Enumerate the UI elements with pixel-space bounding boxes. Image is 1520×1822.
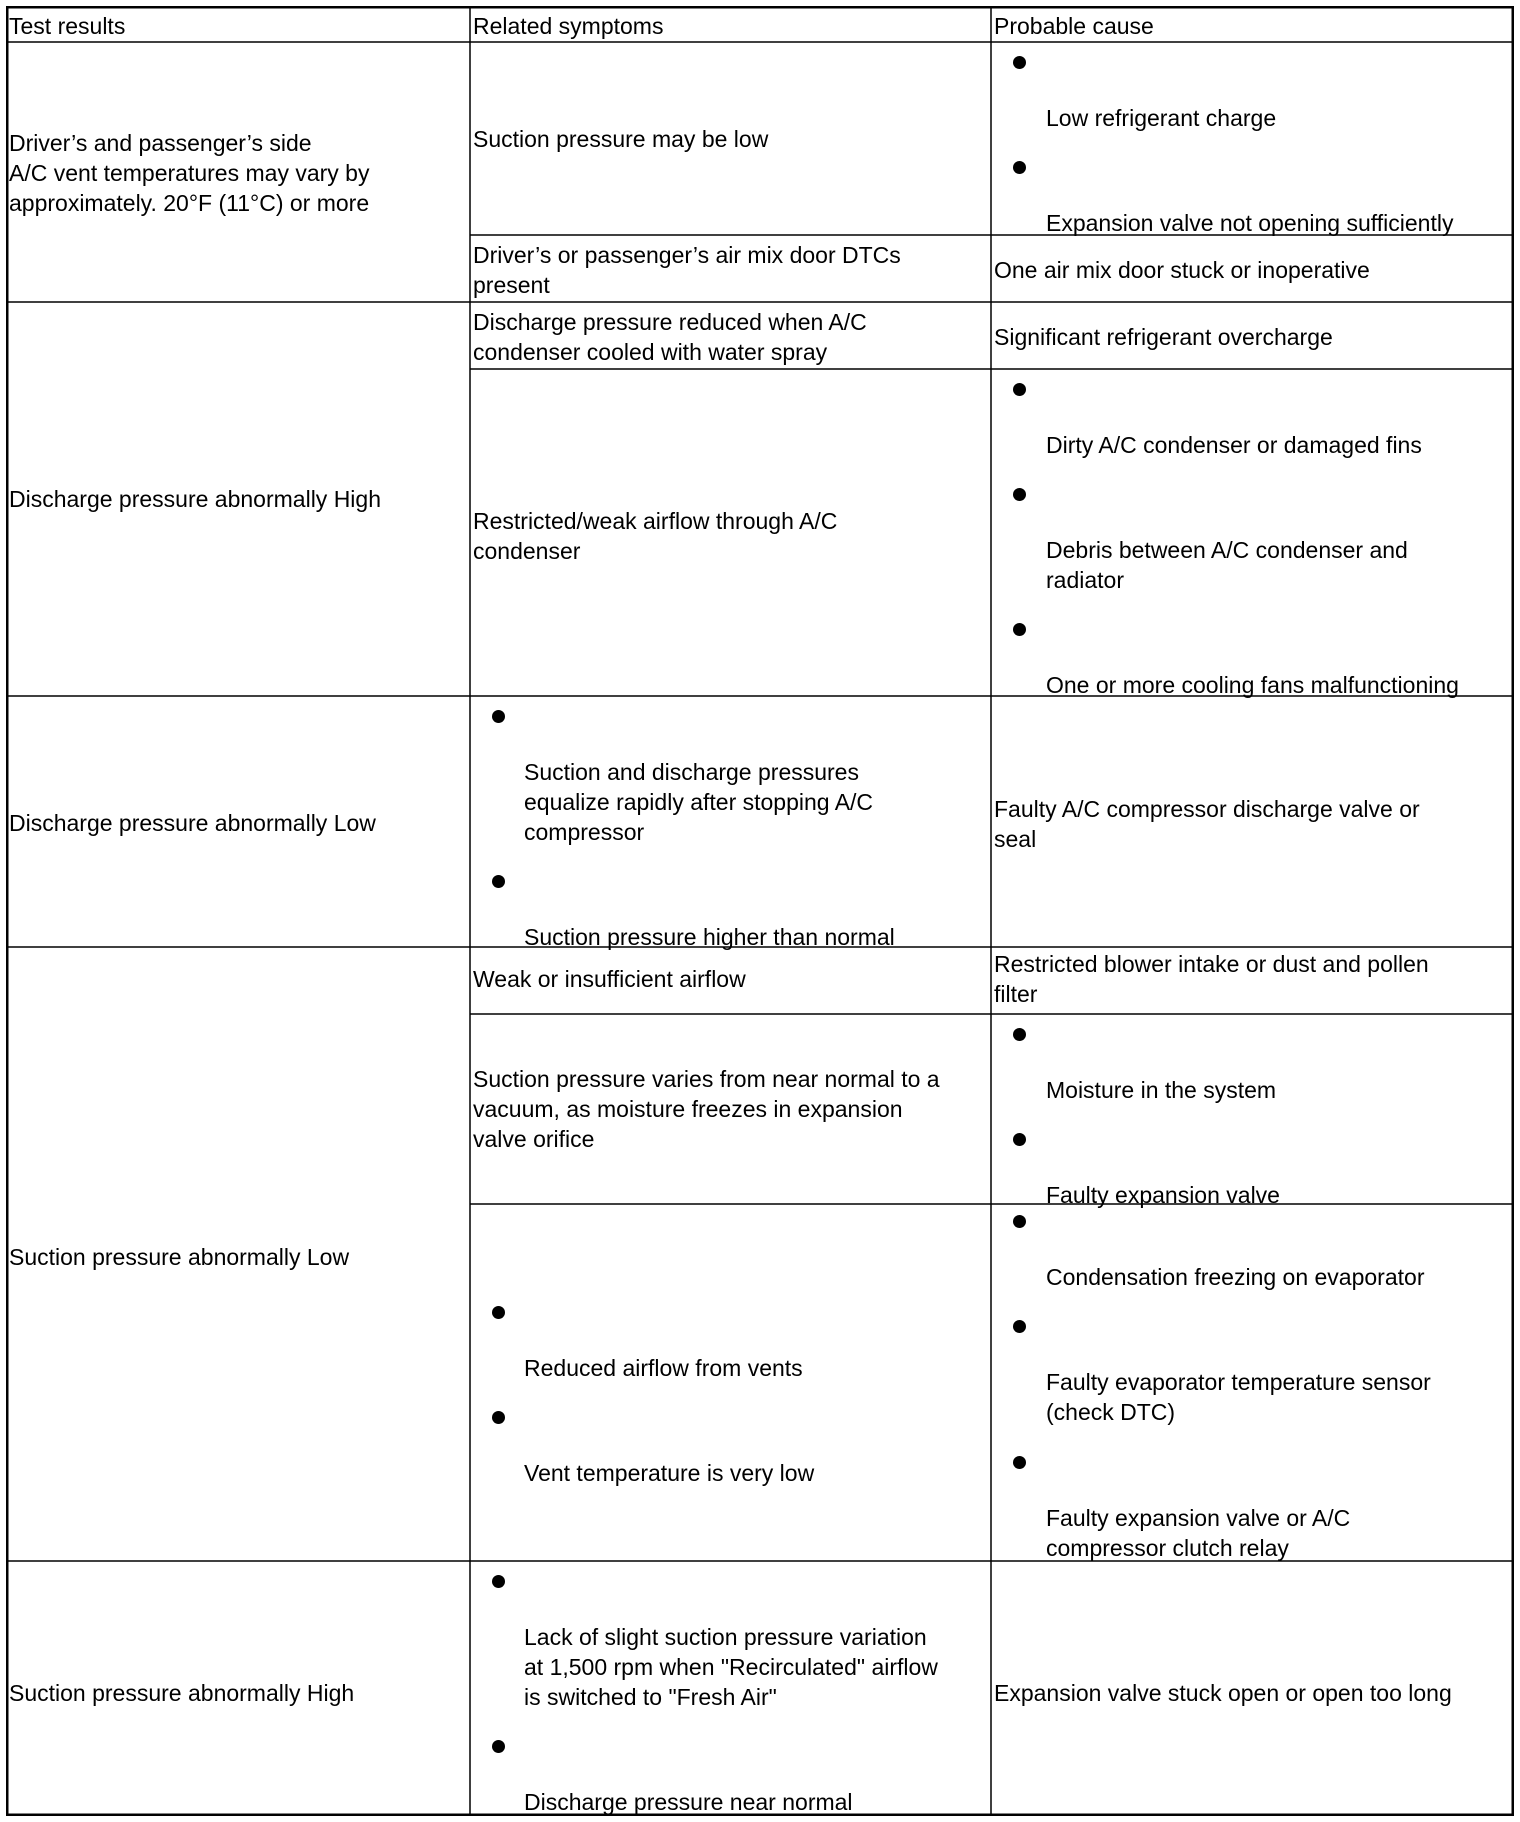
- header-test-results: Test results: [9, 13, 126, 39]
- bullet-icon: [492, 1411, 505, 1424]
- bullet-icon: [1013, 1133, 1026, 1146]
- symptom: Suction pressure higher than normal: [524, 924, 895, 950]
- cause: Moisture in the system: [1046, 1077, 1277, 1103]
- cause: Condensation freezing on evaporator: [1046, 1264, 1425, 1290]
- cause: Restricted blower intake or dust and pollen filter: [994, 951, 1429, 1007]
- symptom: Reduced airflow from vents: [524, 1355, 803, 1381]
- symptom: Lack of slight suction pressure variation at 1,500 rpm when "Recirculated" airflow is switched to "Fresh Air": [524, 1624, 938, 1710]
- bullet-icon: [492, 710, 505, 723]
- cause: Faulty expansion valve: [1046, 1182, 1280, 1208]
- symptom: Weak or insufficient airflow: [473, 966, 746, 992]
- bullet-icon: [1013, 383, 1026, 396]
- symptom: Suction pressure may be low: [473, 126, 769, 152]
- bullet-icon: [492, 1306, 505, 1319]
- bullet-icon: [1013, 56, 1026, 69]
- cause: Expansion valve stuck open or open too long: [994, 1680, 1452, 1706]
- header-probable-cause: Probable cause: [994, 13, 1154, 39]
- bullet-icon: [1013, 1320, 1026, 1333]
- cause: Faulty expansion valve or A/C compressor clutch relay: [1046, 1505, 1351, 1561]
- cause: Low refrigerant charge: [1046, 105, 1277, 131]
- test-result: Suction pressure abnormally Low: [9, 1244, 350, 1270]
- symptom: Vent temperature is very low: [524, 1460, 815, 1486]
- cause: One or more cooling fans malfunctioning: [1046, 672, 1459, 698]
- bullet-icon: [492, 1575, 505, 1588]
- bullet-icon: [1013, 1028, 1026, 1041]
- symptom: Driver’s or passenger’s air mix door DTCs present: [473, 242, 901, 298]
- header-related-symptoms: Related symptoms: [473, 13, 664, 39]
- cause: Dirty A/C condenser or damaged fins: [1046, 432, 1422, 458]
- test-result: Discharge pressure abnormally Low: [9, 810, 376, 836]
- symptom: Suction pressure varies from near normal to a vacuum, as moisture freezes in expansion valve orifice: [473, 1066, 940, 1152]
- diagnosis-table: [6, 6, 1514, 1816]
- bullet-icon: [1013, 623, 1026, 636]
- symptom: Restricted/weak airflow through A/C condenser: [473, 508, 838, 564]
- test-result: Driver’s and passenger’s side A/C vent temperatures may vary by approximately. 20°F (11°C) or more: [9, 130, 370, 216]
- cause: Significant refrigerant overcharge: [994, 324, 1333, 350]
- symptom: Discharge pressure reduced when A/C condenser cooled with water spray: [473, 309, 867, 365]
- bullet-icon: [1013, 488, 1026, 501]
- cause: Expansion valve not opening sufficiently: [1046, 210, 1454, 236]
- bullet-icon: [492, 1740, 505, 1753]
- cause: Faulty evaporator temperature sensor (check DTC): [1046, 1369, 1431, 1425]
- bullet-icon: [1013, 1456, 1026, 1469]
- test-result: Suction pressure abnormally High: [9, 1680, 355, 1706]
- cause: Faulty A/C compressor discharge valve or seal: [994, 796, 1420, 852]
- symptom: Discharge pressure near normal: [524, 1789, 853, 1815]
- symptom: Suction and discharge pressures equalize rapidly after stopping A/C compressor: [524, 759, 874, 845]
- cause: Debris between A/C condenser and radiator: [1046, 537, 1408, 593]
- cause: One air mix door stuck or inoperative: [994, 257, 1370, 283]
- test-result: Discharge pressure abnormally High: [9, 486, 381, 512]
- bullet-icon: [1013, 161, 1026, 174]
- bullet-icon: [492, 875, 505, 888]
- bullet-icon: [1013, 1215, 1026, 1228]
